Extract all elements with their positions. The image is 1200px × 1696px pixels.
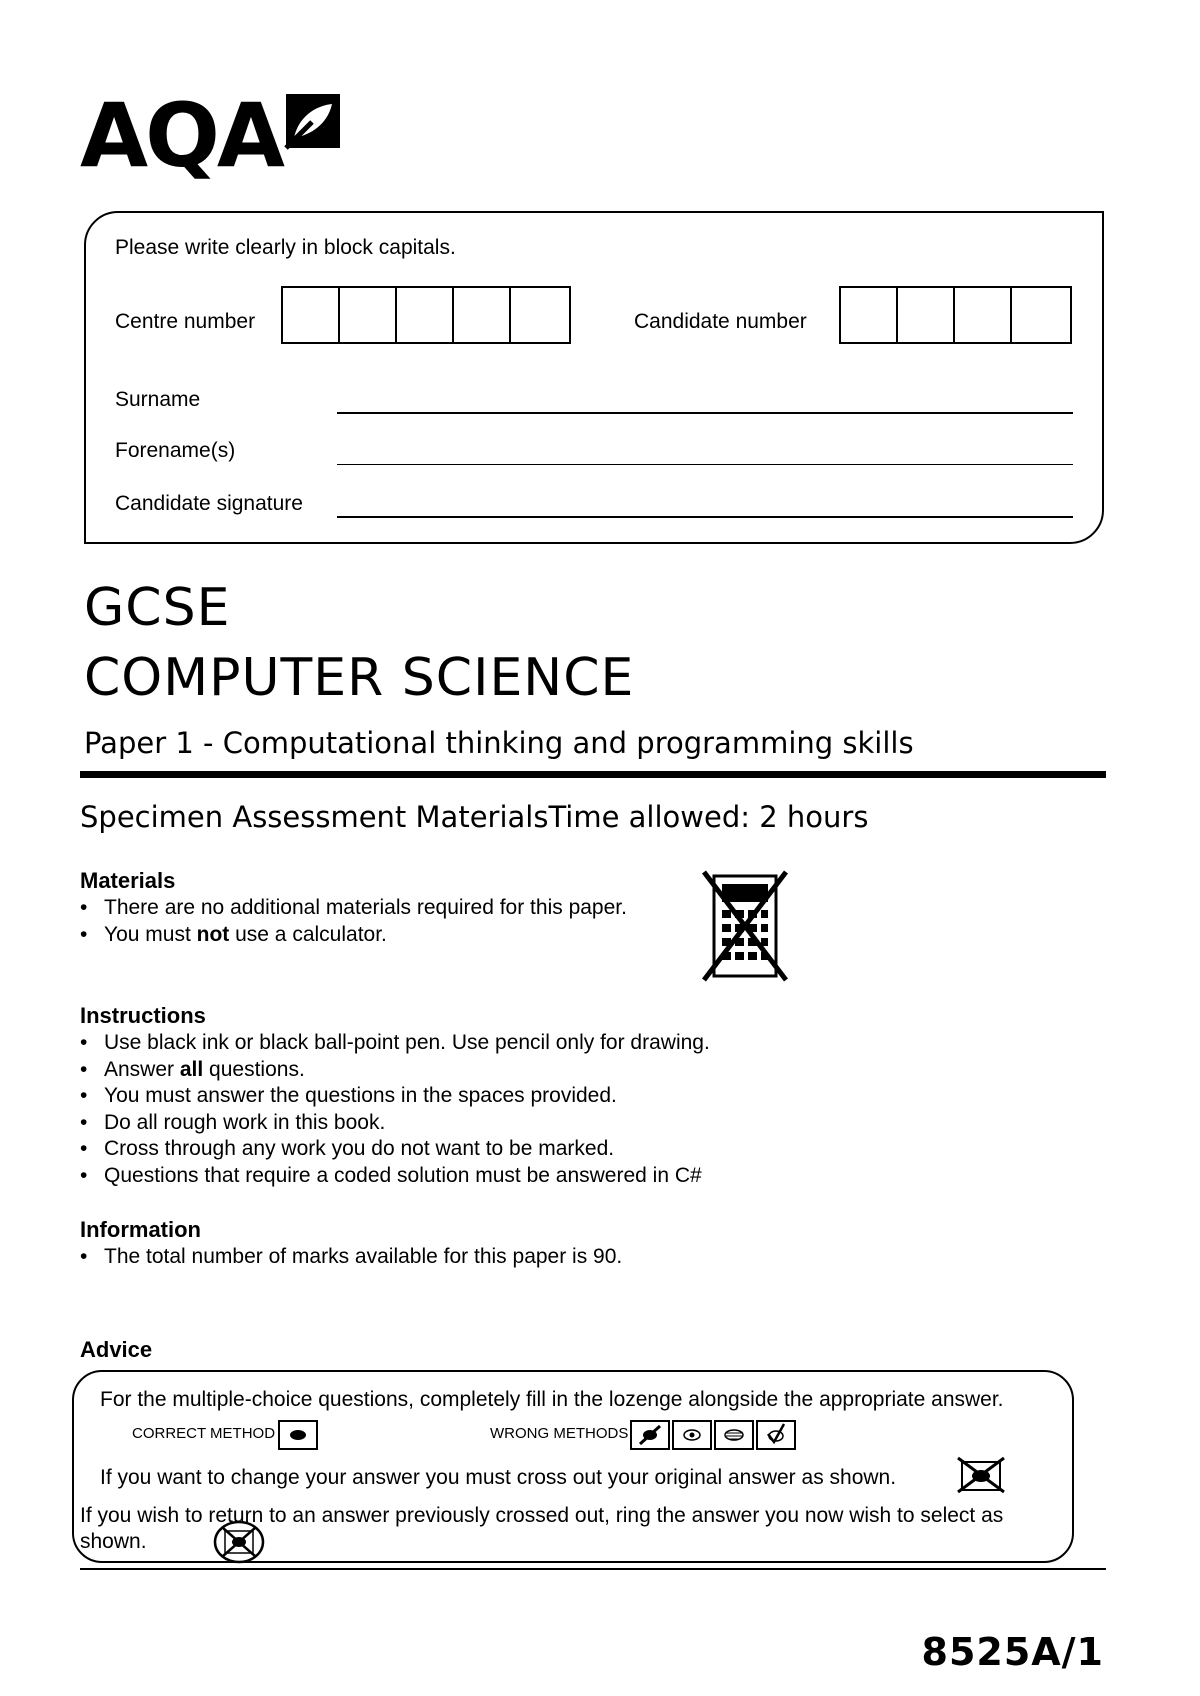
instructions-list — [80, 1030, 710, 1189]
crossed-lozenge-icon — [956, 1456, 1006, 1494]
materials-heading: Materials — [80, 868, 176, 893]
qualification-title: GCSE — [84, 578, 231, 638]
surname-line[interactable] — [337, 412, 1073, 414]
list-item: • You must not use a calculator. — [80, 922, 627, 949]
paper-title: Paper 1 - Computational thinking and programming skills — [84, 726, 914, 760]
wrong-method-4 — [756, 1420, 796, 1450]
list-item: • Answer all questions. — [80, 1057, 710, 1084]
information-list — [80, 1244, 622, 1271]
specimen-time-line: Specimen Assessment MaterialsTime allowed: 2 hours — [80, 800, 869, 834]
forenames-line[interactable] — [337, 464, 1073, 465]
instructions-heading: Instructions — [80, 1003, 206, 1028]
footer-rule — [80, 1568, 1106, 1570]
list-item: • There are no additional materials required for this paper. — [80, 895, 627, 922]
aqa-logo: AQA — [80, 84, 283, 187]
candidate-number-boxes[interactable] — [839, 286, 1072, 344]
tick-lozenge-icon — [758, 1422, 794, 1448]
surname-label: Surname — [115, 388, 201, 411]
hatched-lozenge-icon — [716, 1422, 752, 1448]
block-capitals-instruction: Please write clearly in block capitals. — [115, 236, 456, 259]
candidate-number-label: Candidate number — [634, 310, 807, 333]
centre-number-label: Centre number — [115, 310, 256, 333]
ringed-crossed-lozenge-icon — [213, 1520, 265, 1564]
list-item: • The total number of marks available for this paper is 90. — [80, 1244, 622, 1271]
advice-line-3: If you wish to return to an answer previously crossed out, ring the answer you now wish to select as shown. — [80, 1504, 1004, 1553]
list-item: • Cross through any work you do not want to be marked. — [80, 1136, 710, 1163]
signature-line[interactable] — [337, 516, 1073, 518]
materials-list — [80, 895, 627, 948]
list-item: • Questions that require a coded solution must be answered in C# — [80, 1163, 710, 1190]
advice-heading: Advice — [80, 1337, 153, 1362]
wrong-method-3 — [714, 1420, 754, 1450]
information-heading: Information — [80, 1217, 201, 1242]
wrong-method-1 — [630, 1420, 670, 1450]
signature-label: Candidate signature — [115, 492, 303, 515]
advice-line-1: For the multiple-choice questions, completely fill in the lozenge alongside the appropriate answer. — [100, 1388, 1004, 1411]
advice-line-2: If you want to change your answer you must cross out your original answer as shown. — [100, 1466, 897, 1489]
title-rule — [80, 771, 1106, 778]
no-calculator-icon — [702, 870, 788, 982]
subject-title: COMPUTER SCIENCE — [84, 648, 635, 708]
correct-method-label: CORRECT METHOD — [132, 1425, 276, 1442]
paper-code: 8525A/1 — [921, 1630, 1104, 1674]
wrong-methods-examples — [630, 1420, 796, 1450]
dot-lozenge-icon — [674, 1422, 710, 1448]
scribble-lozenge-icon — [632, 1422, 668, 1448]
forenames-label: Forename(s) — [115, 439, 236, 462]
correct-method-lozenge — [278, 1420, 318, 1450]
wrong-methods-label: WRONG METHODS — [490, 1425, 629, 1442]
list-item: • You must answer the questions in the spaces provided. — [80, 1083, 710, 1110]
filled-lozenge-icon — [280, 1422, 316, 1448]
wrong-method-2 — [672, 1420, 712, 1450]
centre-number-boxes[interactable] — [281, 286, 571, 344]
list-item: • Do all rough work in this book. — [80, 1110, 710, 1137]
list-item: • Use black ink or black ball-point pen. Use pencil only for drawing. — [80, 1030, 710, 1057]
aqa-leaf-icon — [284, 92, 342, 150]
